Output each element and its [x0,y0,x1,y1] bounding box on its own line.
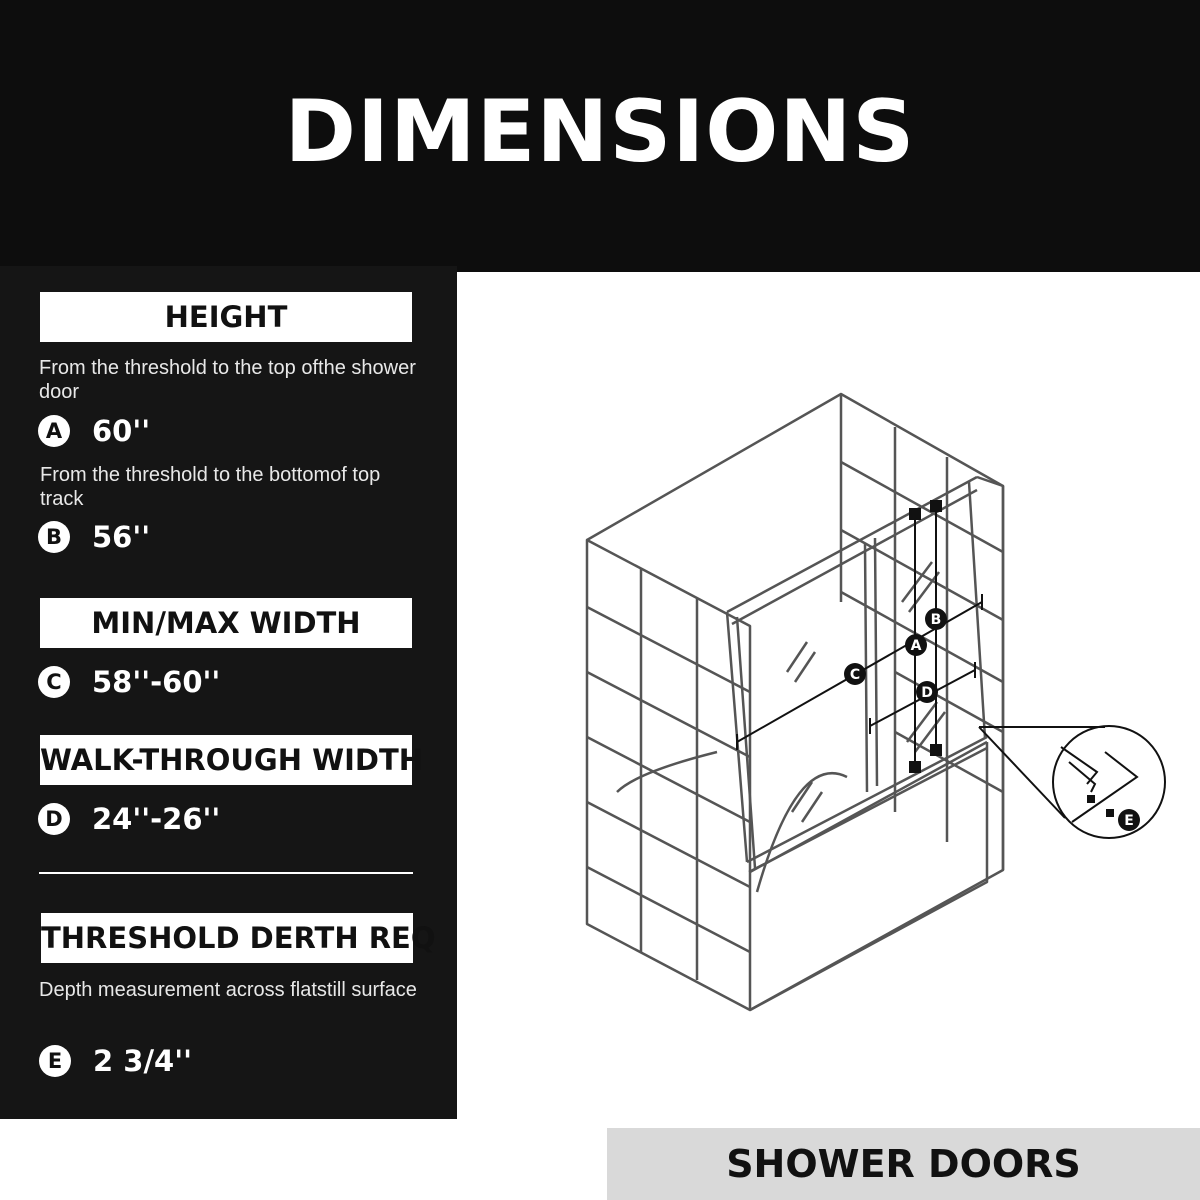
diagram-marker-a-label: A [910,638,922,654]
walk-through-value: 24''-26'' [92,802,221,836]
section-divider [39,872,413,874]
threshold-label: THRESHOLD DERTH REQ [41,913,413,963]
walk-through-label: WALK-THROUGH WIDTH [40,735,412,785]
shower-door-diagram [457,272,1200,1120]
page-title: DIMENSIONS [284,82,916,182]
marker-e-badge: E [39,1045,71,1077]
diagram-marker-d [916,681,938,703]
height-a-description: From the threshold to the top ofthe shower door [39,357,416,403]
diagram-marker-c [844,663,866,685]
diagram-marker-c-label: C [849,667,861,683]
height-b-value-row [38,519,150,555]
threshold-value: 2 3/4'' [93,1044,192,1078]
marker-b-badge: B [38,521,70,553]
threshold-value-row [39,1043,192,1079]
diagram-marker-b-label: B [930,612,942,628]
marker-a-badge: A [38,415,70,447]
height-a-value: 60'' [92,414,151,448]
width-value: 58''-60'' [92,665,221,699]
marker-c-badge: C [38,666,70,698]
diagram-marker-d-label: D [921,685,933,701]
diagram-marker-a [905,634,927,656]
height-label: HEIGHT [40,292,412,342]
threshold-description: Depth measurement across flatstill surface [39,979,417,1001]
header-banner [0,0,1200,272]
marker-d-badge: D [38,803,70,835]
diagram-marker-e-label: E [1124,813,1134,829]
diagram-marker-b [925,608,947,630]
footer-banner [607,1128,1200,1200]
height-a-value-row [38,413,150,449]
width-value-row [38,664,220,700]
walk-through-value-row [38,801,220,837]
width-label: MIN/MAX WIDTH [40,598,412,648]
diagram-marker-e [1118,809,1140,831]
height-b-description: From the threshold to the bottomof top track [40,464,381,510]
footer-title: SHOWER DOORS [726,1142,1081,1186]
height-b-value: 56'' [92,520,151,554]
